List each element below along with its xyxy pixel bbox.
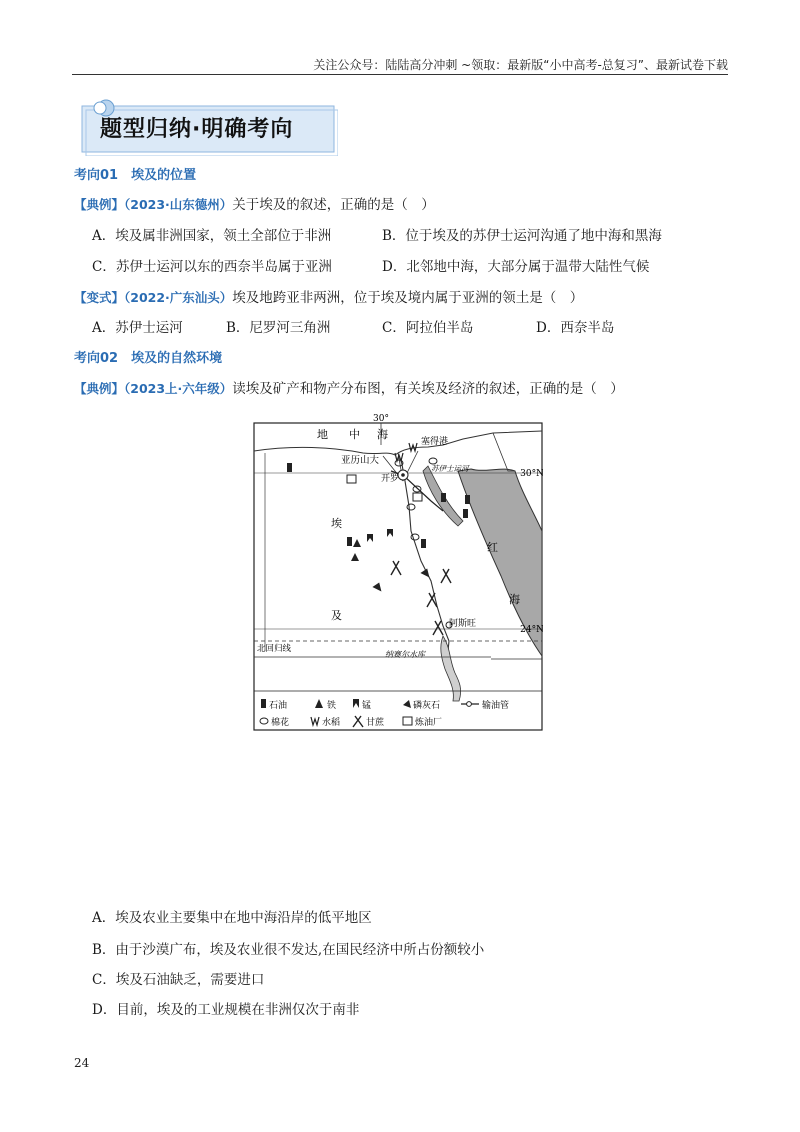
option-a: A．埃及属非洲国家，领土全部位于非洲: [92, 228, 332, 244]
legend-pipeline-dot-icon: [467, 702, 472, 707]
variant-stem-1: 埃及地跨亚非两洲，位于埃及境内属于亚洲的领土是（ ）: [232, 290, 584, 306]
example-stem-2: 读埃及矿产和物产分布图，有关埃及经济的叙述，正确的是（ ）: [232, 381, 624, 397]
label-24n: 24°N: [520, 625, 543, 635]
legend-label-iron: 铁: [327, 701, 337, 711]
label-tropic: 北回归线: [257, 644, 292, 654]
legend-label-oil: 石油: [269, 701, 288, 711]
header-text: 关注公众号：陆陆高分冲刺 ~领取：最新版“小中高考-总复习”、最新试卷下载: [313, 58, 728, 72]
legend-oil-icon: [261, 699, 266, 708]
label-30-degree: 30°: [373, 414, 389, 424]
q2-option-c: C．埃及石油缺乏，需要进口: [92, 972, 265, 988]
oil-icon: [463, 509, 468, 518]
option-d: D．北邻地中海，大部分属于温带大陆性气候: [382, 259, 650, 275]
example-stem-1: 关于埃及的叙述，正确的是（ ）: [232, 197, 435, 213]
legend-label-pipeline: 输油管: [482, 701, 510, 711]
variant-option-c: C．阿拉伯半岛: [382, 320, 474, 336]
topic-heading-2: 考向02 埃及的自然环境: [74, 351, 223, 366]
label-30n: 30°N: [520, 469, 543, 479]
label-sea-char-2: 中: [349, 428, 360, 441]
label-red-sea-2: 海: [509, 593, 520, 606]
label-egypt-1: 埃: [331, 517, 342, 530]
option-c: C．苏伊士运河以东的西奈半岛属于亚洲: [92, 259, 332, 275]
label-aswan: 阿斯旺: [449, 619, 477, 629]
label-nasser: 纳赛尔水库: [385, 650, 425, 659]
header-divider: [72, 74, 728, 75]
legend-label-refinery: 炼油厂: [415, 718, 443, 728]
egypt-map: [253, 411, 543, 731]
cairo-dot-icon: [401, 473, 405, 477]
label-sea-char-1: 地: [317, 428, 328, 441]
label-egypt-2: 及: [331, 609, 342, 622]
legend-label-manganese: 锰: [362, 701, 372, 711]
oil-icon: [441, 493, 446, 502]
variant-option-d: D．西奈半岛: [536, 320, 615, 336]
example-question-1: [74, 193, 435, 213]
page-number: 24: [74, 1056, 90, 1070]
topic-heading-1: 考向01 埃及的位置: [74, 168, 197, 183]
example-question-2: [74, 377, 624, 397]
label-cairo: 开罗: [381, 474, 400, 484]
q2-option-b: B．由于沙漠广布，埃及农业很不发达,在国民经济中所占份额较小: [92, 942, 485, 958]
egypt-map-svg: [253, 411, 543, 731]
oil-icon: [287, 463, 292, 472]
legend-label-sugarcane: 甘蔗: [366, 718, 385, 728]
oil-icon: [421, 539, 426, 548]
variant-option-a: A．苏伊士运河: [92, 320, 183, 336]
label-alexandria: 亚历山大: [341, 455, 380, 466]
legend-label-phosphate: 磷灰石: [413, 701, 441, 711]
example-tag-2: 【典例】（2023上·六年级）: [74, 381, 233, 396]
q2-option-a: A．埃及农业主要集中在地中海沿岸的低平地区: [92, 910, 372, 926]
variant-question-1: [74, 286, 583, 306]
label-port-said: 塞得港: [421, 437, 449, 447]
example-tag-1: 【典例】（2023·山东德州）: [74, 197, 233, 212]
section-banner: [78, 98, 338, 156]
label-sea-char-3: 海: [377, 428, 388, 441]
legend-label-rice: 水稻: [322, 718, 341, 728]
variant-tag-1: 【变式】（2022·广东汕头）: [74, 290, 233, 305]
label-suez: 苏伊士运河: [431, 464, 469, 473]
oil-icon: [347, 537, 352, 546]
label-red-sea-1: 红: [487, 541, 498, 554]
section-title: 题型归纳·明确考向: [100, 117, 294, 142]
legend-label-cotton: 棉花: [271, 718, 290, 728]
oil-icon: [465, 495, 470, 504]
q2-option-d: D．目前，埃及的工业规模在非洲仅次于南非: [92, 1002, 360, 1018]
option-b: B．位于埃及的苏伊士运河沟通了地中海和黑海: [382, 228, 662, 244]
variant-option-b: B．尼罗河三角洲: [226, 320, 331, 336]
